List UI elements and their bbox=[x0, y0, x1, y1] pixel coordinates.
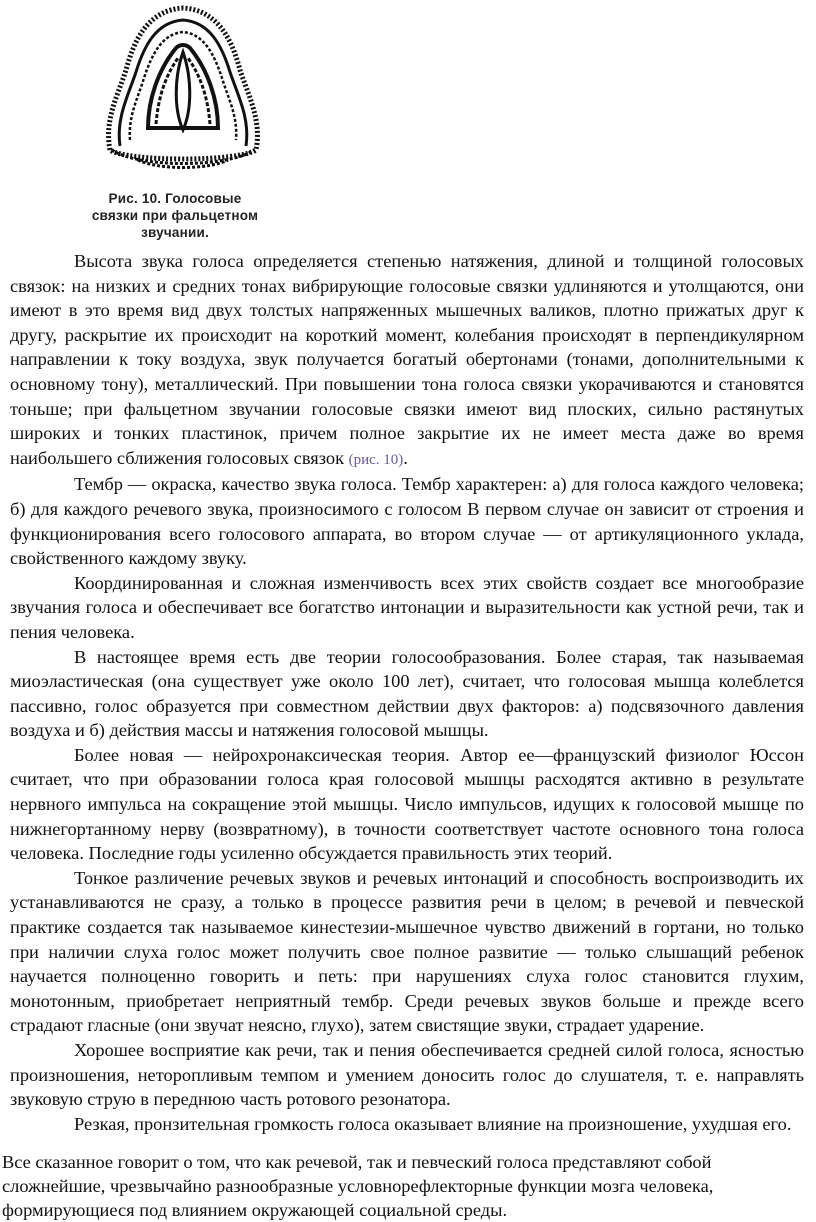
vocal-cords-illustration bbox=[98, 0, 268, 190]
paragraph-new-theory: Более новая — нейрохронаксическая теория. Автор ее—французский физиолог Юссон считает, что при образовании голоса края голосовой мышцы расходятся активно в результате нервного импульса на сокращение этой мышцы. Число импульсов, идущих к голосовой мышце по нижнегортанному нерву (возвратному), в точности соответствует частоте основного тона голоса человека. Последние годы усиленно обсуждается правильность этих теорий. bbox=[10, 744, 804, 864]
paragraph-theories: В настоящее время есть две теории голосообразования. Более старая, так называемая миоэластическая (она существует уже около 100 лет), считает, что голосовая мышца колеблется пассивно, голос образуется при совместном действии двух факторов: а) подсвязочного давления воздуха и б) действия массы и натяжения голосовой мышцы. bbox=[10, 646, 804, 741]
paragraph-conclusion: Все сказанное говорит о том, что как речевой, так и певческий голоса представляют собой сложнейшие, чрезвычайно разнообразные условнорефлекторные функции мозга человека, формирующиеся под влиянием окружающей социальной среды. bbox=[2, 1152, 714, 1220]
paragraph-pitch-text: Высота звука голоса определяется степенью натяжения, длиной и толщиной голосовых связок: на низких и средних тонах вибрирующие голосовые связки удлиняются и утолщаются, они имеют в это время вид двух толстых напряженных мышечных валиков, плотно прижатых друг к другу, раскрытие их происходит на короткий момент, колебания происходят в перпендикулярном направлении к току воздуха, звук получается богатый обертонами (тонами, дополнительными к основному тону), металлический. При повышении тона голоса связки укорачиваются и становятся тоньше; при фальцетном звучании голосовые связки имеют вид плоских, сильно растянутых широких и тонких пластинок, причем полное закрытие их не имеет места даже во время наибольшего сближения голосовых связок bbox=[10, 251, 804, 468]
paragraph-variability: Координированная и сложная изменчивость всех этих свойств создает все многообразие звучания голоса и обеспечивает все богатство интонации и выразительности как устной речи, так и пения человека. bbox=[10, 572, 804, 642]
caption-line-1: Рис. 10. Голосовые bbox=[108, 191, 242, 206]
paragraph-perception: Хорошее восприятие как речи, так и пения обеспечивается средней силой голоса, ясностью произношения, неторопливым темпом и умением доносить голос до слушателя, т. е. направлять звуковую струю в переднюю часть ротового резонатора. bbox=[10, 1040, 804, 1110]
caption-line-3: звучании. bbox=[141, 225, 209, 240]
paragraph-loudness: Резкая, пронзительная громкость голоса оказывает влияние на произношение, ухудшая его. bbox=[74, 1113, 792, 1134]
caption-line-2: связки при фальцетном bbox=[91, 208, 259, 223]
paragraph-pitch-end: . bbox=[403, 447, 408, 468]
body-text bbox=[10, 249, 804, 1136]
paragraph-timbre: Тембр — окраска, качество звука голоса. Тембр характерен: а) для голоса каждого человека; б) для каждого речевого звука, произносимого с голосом В первом случае он зависит от строения и функционирования всего голосового аппарата, во втором случае — от артикуляционного уклада, свойственного каждому звуку. bbox=[10, 474, 804, 569]
figure-caption bbox=[60, 190, 290, 241]
figure-reference: (рис. 10) bbox=[348, 451, 404, 468]
paragraph-hearing: Тонкое различение речевых звуков и речевых интонаций и способность воспроизводить их устанавливаются не сразу, а только в процессе развития речи в целом; в речевой и певческой практике создается так называемое кинестезии-мышечное чувство движений в гортани, но только при наличии слуха голос может получить свое полное развитие — только слышащий ребенок научается полноценно говорить и петь: при нарушениях слуха голос становится глухим, монотонным, приобретает неприятный тембр. Среди речевых звуков больше и прежде всего страдают гласные (они звучат неясно, глухо), затем свистящие звуки, страдает ударение. bbox=[10, 867, 804, 1036]
paragraph-pitch bbox=[10, 249, 804, 472]
